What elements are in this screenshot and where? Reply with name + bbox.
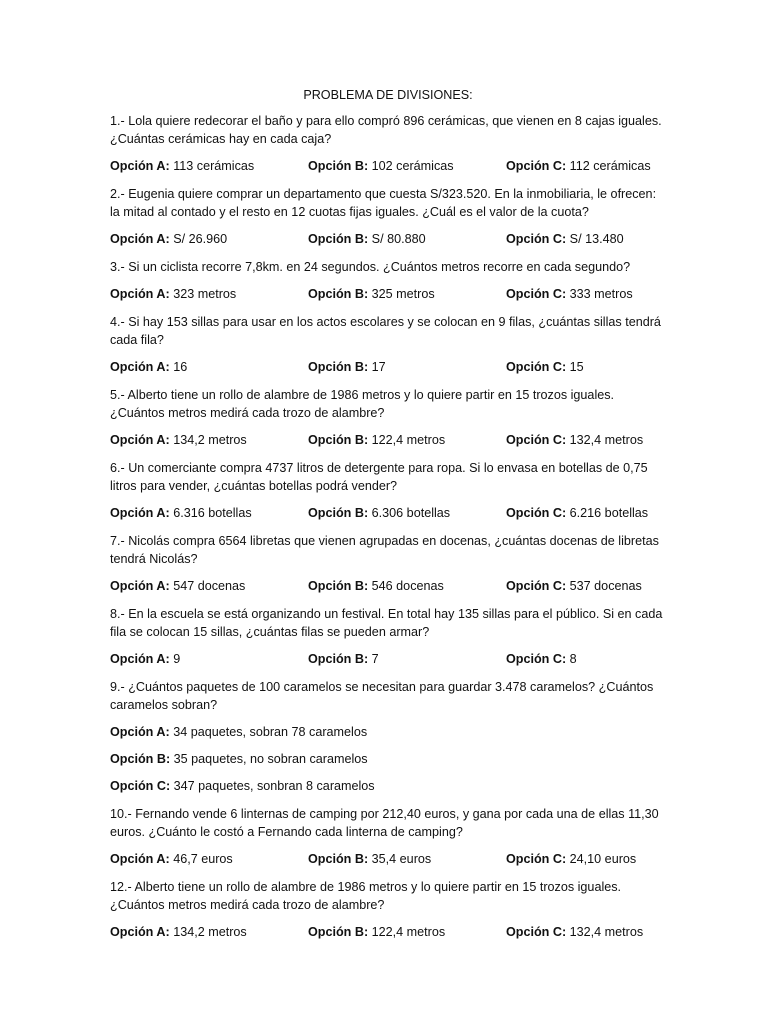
option-c-label: Opción C:	[506, 652, 567, 666]
option-c-label: Opción C:	[506, 360, 567, 374]
option-b-label: Opción B:	[308, 852, 369, 866]
option-a-value: 113 cerámicas	[169, 159, 255, 173]
option-a-label: Opción A:	[110, 159, 170, 173]
option-a	[110, 158, 308, 175]
problem-7-text: 7.- Nicolás compra 6564 libretas que vienen agrupadas en docenas, ¿cuántas docenas de libretas tendrá Nicolás?	[110, 534, 659, 566]
page-title: PROBLEMA DE DIVISIONES:	[303, 88, 473, 102]
option-c	[506, 651, 666, 668]
problem-12-options	[110, 924, 666, 941]
option-a	[110, 578, 308, 595]
option-b	[308, 158, 506, 175]
option-c-value: 132,4 metros	[566, 433, 644, 447]
option-b	[308, 651, 506, 668]
option-b-value: 325 metros	[368, 287, 435, 301]
option-c-value: 132,4 metros	[566, 925, 644, 939]
problem-9-option-c	[110, 778, 666, 795]
problem-1-text: 1.- Lola quiere redecorar el baño y para ello compró 896 cerámicas, que vienen en 8 cajas iguales. ¿Cuántas cerámicas hay en cada caja?	[110, 114, 662, 146]
option-a-label: Opción A:	[110, 232, 170, 246]
option-c-label: Opción C:	[506, 925, 567, 939]
option-b	[308, 286, 506, 303]
option-c-value: 24,10 euros	[566, 852, 637, 866]
option-b-label: Opción B:	[308, 433, 369, 447]
option-a-label: Opción A:	[110, 287, 170, 301]
option-c-label: Opción C:	[506, 159, 567, 173]
option-c-value: S/ 13.480	[566, 232, 624, 246]
option-a-label: Opción A:	[110, 360, 170, 374]
option-a-value: 16	[169, 360, 188, 374]
option-a	[110, 505, 308, 522]
option-b	[308, 231, 506, 248]
option-b-value: 122,4 metros	[368, 925, 446, 939]
option-c-label: Opción C:	[506, 232, 567, 246]
option-b-label: Opción B:	[308, 287, 369, 301]
option-c-value: 6.216 botellas	[566, 506, 649, 520]
option-c	[506, 851, 666, 868]
problem-6-options	[110, 505, 666, 522]
option-b-label: Opción B:	[308, 652, 369, 666]
option-c	[506, 924, 666, 941]
problem-7-options	[110, 578, 666, 595]
option-b	[308, 432, 506, 449]
option-b-label: Opción B:	[308, 579, 369, 593]
option-c-label: Opción C:	[506, 433, 567, 447]
option-b-value: 102 cerámicas	[368, 159, 454, 173]
problem-8-options	[110, 651, 666, 668]
option-c-value: 537 docenas	[566, 579, 642, 593]
option-c-value: 347 paquetes, sonbran 8 caramelos	[170, 779, 375, 793]
problem-2-text: 2.- Eugenia quiere comprar un departamento que cuesta S/323.520. En la inmobiliaria, le ofrecen: la mitad al contado y el resto en 12 cuotas fijas iguales. ¿Cuál es el valor de la cuota?	[110, 187, 657, 219]
option-b-label: Opción B:	[308, 360, 369, 374]
option-c-label: Opción C:	[506, 506, 567, 520]
problem-9-option-b	[110, 751, 666, 768]
option-b	[308, 359, 506, 376]
problem-3-text: 3.- Si un ciclista recorre 7,8km. en 24 segundos. ¿Cuántos metros recorre en cada segundo?	[110, 260, 631, 274]
option-b-value: 546 docenas	[368, 579, 444, 593]
option-b-value: 35 paquetes, no sobran caramelos	[170, 752, 368, 766]
option-a	[110, 651, 308, 668]
option-c	[506, 359, 666, 376]
option-b-value: 6.306 botellas	[368, 506, 451, 520]
option-a-value: 134,2 metros	[169, 925, 247, 939]
problem-1-options	[110, 158, 666, 175]
option-c	[506, 505, 666, 522]
option-a-label: Opción A:	[110, 433, 170, 447]
option-c-label: Opción C:	[506, 852, 567, 866]
problem-4-options	[110, 359, 666, 376]
option-a-label: Opción A:	[110, 506, 170, 520]
option-b-label: Opción B:	[110, 752, 171, 766]
option-c-value: 112 cerámicas	[566, 159, 651, 173]
option-a-value: 6.316 botellas	[169, 506, 252, 520]
option-c	[506, 578, 666, 595]
option-a-label: Opción A:	[110, 852, 170, 866]
option-b	[308, 924, 506, 941]
option-b-label: Opción B:	[308, 159, 369, 173]
option-a	[110, 432, 308, 449]
option-a	[110, 231, 308, 248]
option-a-label: Opción A:	[110, 652, 170, 666]
option-b-label: Opción B:	[308, 232, 369, 246]
problem-10-options	[110, 851, 666, 868]
option-a	[110, 359, 308, 376]
option-a-value: 134,2 metros	[169, 433, 247, 447]
option-c	[506, 432, 666, 449]
problem-9-option-a	[110, 724, 666, 741]
option-b-label: Opción B:	[308, 506, 369, 520]
option-b-value: 17	[368, 360, 386, 374]
option-a-value: 34 paquetes, sobran 78 caramelos	[169, 725, 368, 739]
option-c	[506, 158, 666, 175]
option-c-label: Opción C:	[506, 287, 567, 301]
option-b	[308, 851, 506, 868]
option-b	[308, 578, 506, 595]
option-b-value: 122,4 metros	[368, 433, 446, 447]
option-a-label: Opción A:	[110, 925, 170, 939]
option-b-value: 35,4 euros	[368, 852, 432, 866]
option-a-value: S/ 26.960	[169, 232, 228, 246]
option-a	[110, 286, 308, 303]
option-a-value: 323 metros	[169, 287, 237, 301]
problem-12-text: 12.- Alberto tiene un rollo de alambre de 1986 metros y lo quiere partir en 15 trozos iguales. ¿Cuántos metros medirá cada trozo de alambre?	[110, 880, 622, 912]
option-c-value: 333 metros	[566, 287, 633, 301]
option-c-label: Opción C:	[110, 779, 171, 793]
problem-3-options	[110, 286, 666, 303]
option-a-label: Opción A:	[110, 725, 170, 739]
option-a-value: 9	[169, 652, 181, 666]
problem-5-text: 5.- Alberto tiene un rollo de alambre de 1986 metros y lo quiere partir en 15 trozos iguales. ¿Cuántos metros medirá cada trozo de alambre?	[110, 388, 615, 420]
problem-6-text: 6.- Un comerciante compra 4737 litros de detergente para ropa. Si lo envasa en botellas de 0,75 litros para vender, ¿cuántas botellas podrá vender?	[110, 461, 648, 493]
problem-8-text: 8.- En la escuela se está organizando un festival. En total hay 135 sillas para el público. Si en cada fila se colocan 15 sillas, ¿cuántas filas se pueden armar?	[110, 607, 663, 639]
problem-10-text: 10.- Fernando vende 6 linternas de camping por 212,40 euros, y gana por cada una de ellas 11,30 euros. ¿Cuánto le costó a Fernando cada linterna de camping?	[110, 807, 659, 839]
option-a	[110, 924, 308, 941]
option-c-value: 15	[566, 360, 584, 374]
option-a-value: 46,7 euros	[169, 852, 233, 866]
option-b-label: Opción B:	[308, 925, 369, 939]
option-b-value: 7	[368, 652, 379, 666]
option-c-label: Opción C:	[506, 579, 567, 593]
problem-4-text: 4.- Si hay 153 sillas para usar en los actos escolares y se colocan en 9 filas, ¿cuántas sillas tendrá cada fila?	[110, 315, 661, 347]
problem-9-text: 9.- ¿Cuántos paquetes de 100 caramelos se necesitan para guardar 3.478 caramelos? ¿Cuántos caramelos sobran?	[110, 680, 654, 712]
option-c	[506, 286, 666, 303]
option-c	[506, 231, 666, 248]
option-a	[110, 851, 308, 868]
problem-5-options	[110, 432, 666, 449]
worksheet	[110, 88, 666, 951]
option-c-value: 8	[566, 652, 577, 666]
option-b-value: S/ 80.880	[368, 232, 426, 246]
problem-2-options	[110, 231, 666, 248]
option-a-value: 547 docenas	[169, 579, 246, 593]
option-b	[308, 505, 506, 522]
option-a-label: Opción A:	[110, 579, 170, 593]
